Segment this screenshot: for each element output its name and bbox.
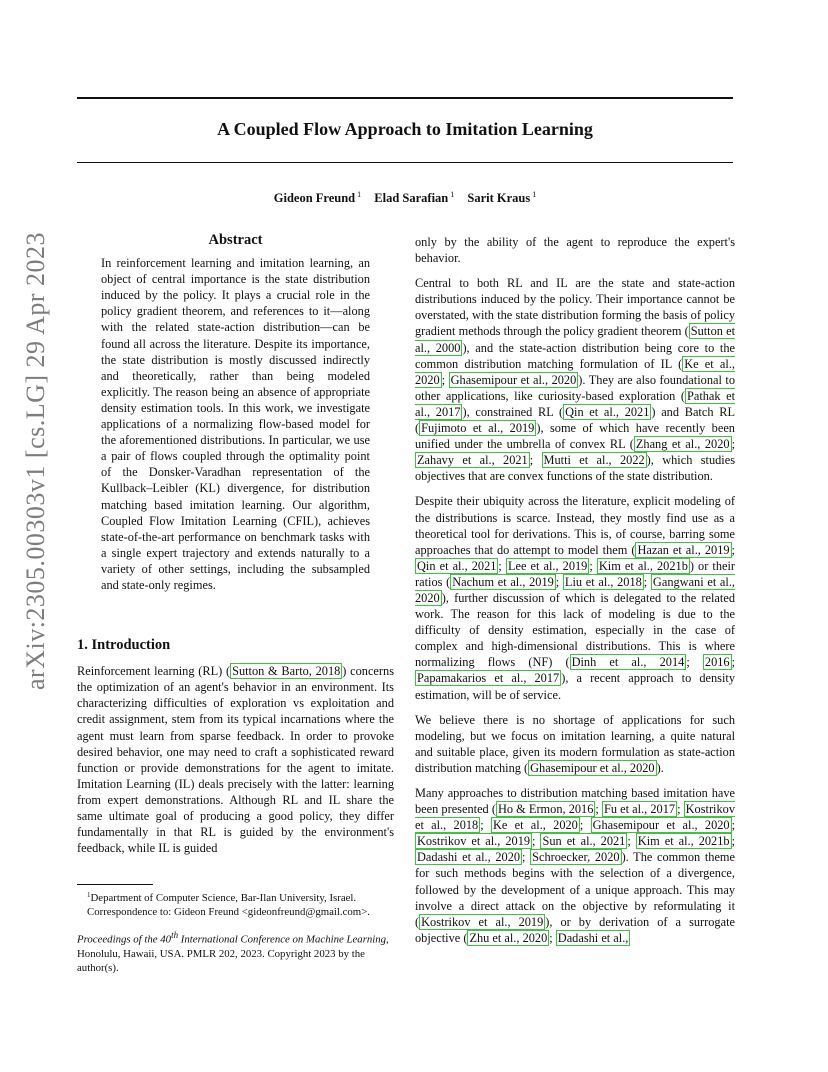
citation-link[interactable]: Kim et al., 2021b	[637, 834, 730, 849]
citation-link[interactable]: Gangwani et al., 2020	[415, 574, 736, 605]
citation-link[interactable]: Ho & Ermon, 2016	[497, 802, 594, 817]
citation-link[interactable]: Zhang et al., 2020	[635, 437, 730, 452]
citation-link[interactable]: Fu et al., 2017	[603, 802, 676, 817]
citation-link[interactable]: Kostrikov et al., 2018	[415, 802, 735, 833]
citation-link[interactable]: Liu et al., 2018	[564, 574, 642, 589]
author	[467, 191, 536, 205]
citation-link[interactable]: Dadashi et al.,	[557, 930, 629, 945]
citation-link[interactable]: Ghasemipour et al., 2020	[450, 372, 577, 387]
citation-link[interactable]: Papamakarios et al., 2017	[417, 671, 560, 686]
citation-link[interactable]: Dadashi et al., 2020	[417, 850, 521, 865]
affiliation-mark: 1	[532, 190, 537, 199]
affiliation-mark: 1	[357, 190, 362, 199]
title-rule-top	[77, 97, 733, 99]
citation-link[interactable]: Pathak et al., 2017	[415, 388, 735, 419]
author-name: Sarit Kraus	[467, 191, 531, 205]
abstract-text: In reinforcement learning and imitation learning, an object of central importance is the state distribution induced by the policy. It plays a crucial role in the policy gradient theorem, and references to it—along with the related state-action distribution—can be found all across the literature. Despite its importance, the state distribution is mostly discussed indirectly and theoretically, rather than being modeled explicitly. The reason being an absence of appropriate density estimation tools. In this work, we investigate applications of a normalizing flow-based model for the aforementioned distributions. In particular, we use a pair of flows coupled through the optimality point of the Donsker-Varadhan representation of the Kullback–Leibler (KL) divergence, for distribution matching based imitation learning. Our algorithm, Coupled Flow Imitation Learning (CFIL), achieves state-of-the-art performance on benchmark tasks with a single expert trajectory and extends naturally to a variety of other settings, including the subsampled and state-only regimes.	[101, 256, 370, 592]
citation-link[interactable]: Ghasemipour et al., 2020	[530, 760, 655, 775]
footnotes	[77, 884, 394, 975]
citation-link[interactable]: Sutton et al., 2000	[415, 324, 736, 355]
arxiv-side-label: arXiv:2305.00303v1 [cs.LG] 29 Apr 2023	[21, 231, 50, 690]
citation-link[interactable]: Sutton & Barto, 2018	[232, 664, 341, 679]
citation-link[interactable]: Zhu et al., 2020	[469, 930, 548, 945]
citation-link[interactable]: Zahavy et al., 2021	[417, 453, 528, 468]
citation-link[interactable]: Schroecker, 2020	[532, 850, 620, 865]
citation-link[interactable]: Dinh et al., 2014	[571, 655, 685, 670]
author	[274, 191, 361, 205]
citation-link[interactable]: Sun et al., 2021	[542, 834, 626, 849]
citation-link[interactable]: Ghasemipour et al., 2020	[592, 818, 730, 833]
footnote-rule	[77, 884, 153, 885]
author-list	[77, 190, 733, 206]
citation-link[interactable]: Qin et al., 2021	[565, 404, 650, 419]
citation-link[interactable]: Kostrikov et al., 2019	[421, 914, 544, 929]
abstract-heading: Abstract	[208, 232, 263, 248]
body-paragraph: only by the ability of the agent to reproduce the expert's behavior.	[415, 235, 735, 266]
intro-paragraph: Reinforcement learning (RL) ( Sutton & Barto, 2018 ) concerns the optimization of an agent's behavior in an environment. Its characterizing difficulties of exploration vs exploitation and credit assignment, stem from its typical incarnations where the agent must learn from sparse feedback. In order to provoke desired behavior, one may need to craft a sophisticated reward function or provide demonstrations for the agent to imitate. Imitation Learning (IL) deals precisely with the latter: learning from expert demonstrations. Although RL and IL share the same ultimate goal of producing a good policy, they differ fundamentally in that RL is guided by the environment's feedback, while IL is guided	[77, 664, 394, 856]
body-paragraph: We believe there is no shortage of applications for such modeling, but we focus on imitation learning, a quite natural and suitable place, given its modern formulation as state-action distribution matching ( Ghasemipour et al., 2020 ).	[415, 712, 735, 775]
citation-link[interactable]: Mutti et al., 2022	[543, 453, 645, 468]
author-name: Gideon Freund	[273, 191, 356, 205]
citation-link[interactable]: Qin et al., 2021	[417, 558, 497, 573]
body-paragraph: Despite their ubiquity across the literature, explicit modeling of the distributions is scarce. Instead, they mostly find use as a theoretical tool for derivations. This is, of course, barring some approaches that do attempt to model them ( Hazan et al., 2019 ; Qin et al., 2021 ; Lee et al., 2019 ; Kim et al., 2021b ) or their ratios ( Nachum et al., 2019 ; Liu et al., 2018 ; Gangwani et al., 2020 ), further discussion of which is delegated to the related work. The reason for this lack of modeling is due to the difficulty of density estimation, especially in the case of complex and high-dimensional distributions. This is where normalizing flows (NF) ( Dinh et al., 2014 ; 2016 ; Papamakarios et al., 2017 ), a recent approach to density estimation, will be of service.	[415, 494, 736, 702]
right-column	[415, 234, 735, 955]
section-heading-introduction: 1. Introduction	[77, 637, 171, 654]
author	[374, 191, 454, 205]
proceedings-note: Proceedings of the 40th International Conference on Machine Learning, Honolulu, Hawaii, USA. PMLR 202, 2023. Copyright 2023 by the author(s).	[77, 930, 389, 974]
paper-title: A Coupled Flow Approach to Imitation Learning	[217, 119, 593, 139]
citation-link[interactable]: Ke et al., 2020	[415, 356, 735, 387]
citation-link[interactable]: Kostrikov et al., 2019	[417, 834, 531, 849]
left-column	[77, 232, 394, 856]
title-rule-bottom	[77, 162, 733, 163]
citation-link[interactable]: 2016	[704, 655, 730, 670]
body-paragraph: Many approaches to distribution matching based imitation have been presented ( Ho & Ermon, 2016 ; Fu et al., 2017 ; Kostrikov et al., 2018 ; Ke et al., 2020 ; Ghasemipour et al., 2020 ; Kostrikov et al., 2019 ; Sun et al., 2021 ; Kim et al., 2021b ; Dadashi et al., 2020 ; Schroecker, 2020 ). The common theme for such methods begins with the selection of a divergence, followed by the development of a unique approach. This may involve a direct attack on the objective by reformulating it ( Kostrikov et al., 2019 ), or by derivation of a surrogate objective ( Zhu et al., 2020 ; Dadashi et al.,	[415, 786, 736, 945]
citation-link[interactable]: Fujimoto et al., 2019	[421, 421, 535, 436]
affiliation-footnote: $^1$Department of Computer Science, Bar-Ilan University, Israel. Correspondence to: Gideon Freund <gideonfreund@gmail.com>.	[87, 891, 370, 918]
citation-link[interactable]: Hazan et al., 2019	[637, 542, 730, 557]
citation-link[interactable]: Nachum et al., 2019	[452, 574, 554, 589]
affiliation-mark: 1	[450, 190, 455, 199]
citation-link[interactable]: Kim et al., 2021b	[598, 558, 688, 573]
citation-link[interactable]: Lee et al., 2019	[507, 558, 588, 573]
citation-link[interactable]: Ke et al., 2020	[492, 818, 578, 833]
body-paragraph: Central to both RL and IL are the state and state-action distributions induced by the policy. Their importance cannot be overstated, with the state distribution forming the basis of policy gradient methods through the policy gradient theorem ( Sutton et al., 2000 ), and the state-action distribution being core to the common distribution matching formulation of IL ( Ke et al., 2020 ; Ghasemipour et al., 2020 ). They are also foundational to other applications, like curiosity-based exploration ( Pathak et al., 2017 ), constrained RL ( Qin et al., 2021 ) and Batch RL ( Fujimoto et al., 2019 ), some of which have recently been unified under the umbrella of convex RL ( Zhang et al., 2020 ; Zahavy et al., 2021 ; Mutti et al., 2022 ), which studies objectives that are convex functions of the state distribution.	[415, 276, 736, 484]
author-name: Elad Sarafian	[374, 191, 449, 205]
